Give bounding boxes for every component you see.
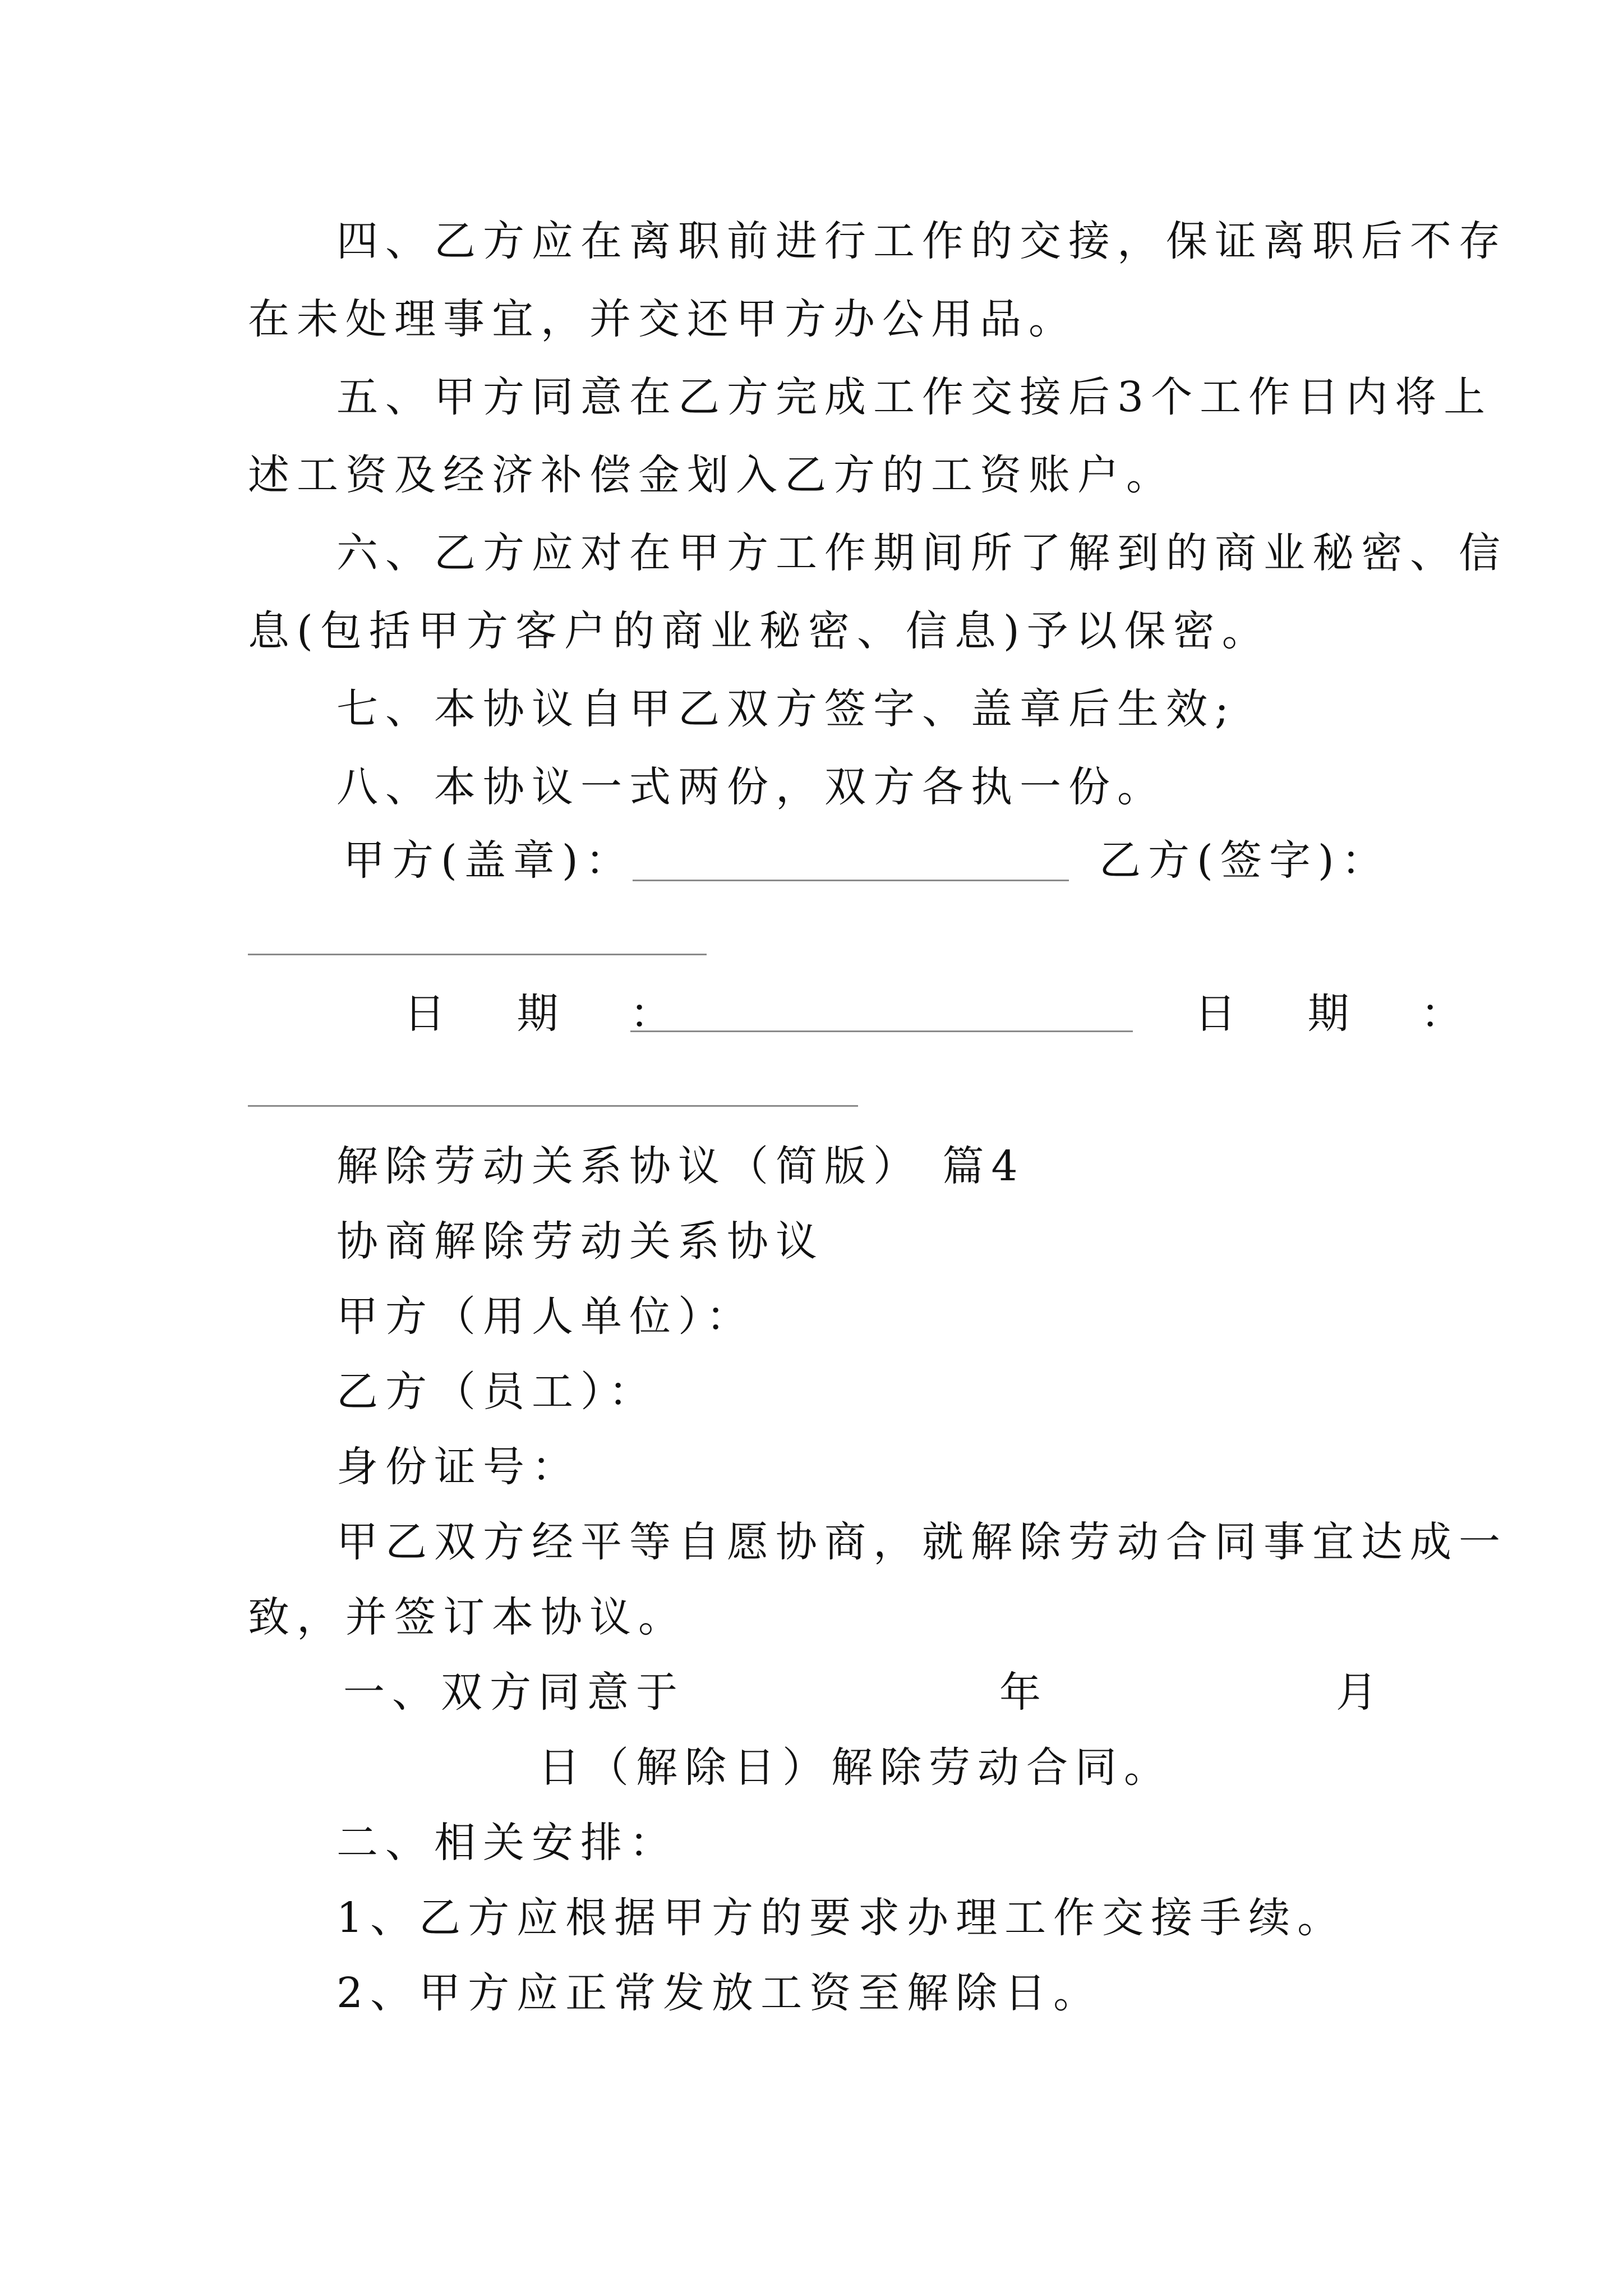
- clause-1-year: 年: [999, 1668, 1048, 1717]
- id-number-label: 身份证号：: [336, 1443, 580, 1491]
- party-b-employee: 乙方（员工）：: [336, 1368, 657, 1416]
- party-b-sign-label: 乙方(签字)：: [1099, 836, 1390, 885]
- agreement-title: 协商解除劳动关系协议: [336, 1217, 824, 1266]
- party-a-seal-field: [633, 880, 1069, 881]
- clause-4-line-2: 在未处理事宜，并交还甲方办公用品。: [248, 295, 1077, 343]
- intro-line-1: 甲乙双方经平等自愿协商，就解除劳动合同事宜达成一: [336, 1518, 1507, 1566]
- party-b-date-field: [248, 1105, 858, 1107]
- intro-line-2: 致，并签订本协议。: [248, 1593, 687, 1641]
- clause-5-line-1: 五、甲方同意在乙方完成工作交接后3个工作日内将上: [336, 373, 1493, 421]
- party-b-sign-field: [248, 954, 707, 955]
- clause-7: 七、本协议自甲乙双方签字、盖章后生效;: [336, 685, 1236, 733]
- clause-1-prefix: 一、双方同意于: [343, 1668, 685, 1717]
- party-a-date-field: [630, 1030, 1133, 1032]
- clause-5-line-2: 述工资及经济补偿金划入乙方的工资账户。: [248, 451, 1175, 499]
- arrangement-item-1: 1、乙方应根据甲方的要求办理工作交接手续。: [336, 1894, 1347, 1942]
- clause-6-line-1: 六、乙方应对在甲方工作期间所了解到的商业秘密、信: [336, 529, 1507, 577]
- clause-1-month: 月: [1336, 1668, 1385, 1717]
- party-a-employer: 甲方（用人单位）：: [336, 1292, 755, 1341]
- section-heading: 解除劳动关系协议（简版） 篇4: [336, 1142, 1025, 1190]
- clause-8: 八、本协议一式两份，双方各执一份。: [336, 763, 1166, 811]
- party-b-date-label: 日 期 ：: [1195, 990, 1492, 1038]
- party-a-seal-label: 甲方(盖章)：: [343, 836, 634, 885]
- clause-4-line-1: 四、乙方应在离职前进行工作的交接，保证离职后不存: [336, 217, 1507, 265]
- clause-2: 二、相关安排：: [336, 1819, 678, 1867]
- clause-1-tail: 日（解除日）解除劳动合同。: [538, 1743, 1173, 1792]
- clause-6-line-2: 息(包括甲方客户的商业秘密、信息)予以保密。: [248, 607, 1271, 655]
- party-a-date-label: 日 期 ：: [404, 990, 701, 1038]
- arrangement-item-2: 2、甲方应正常发放工资至解除日。: [336, 1969, 1103, 2017]
